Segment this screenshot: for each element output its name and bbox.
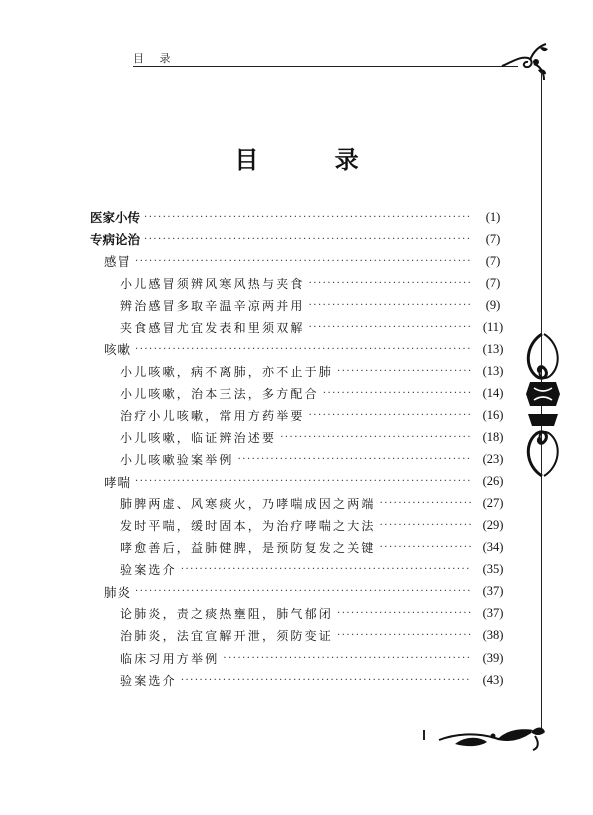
toc-page-number: (11) [482,319,504,334]
toc-entry-title: 哮喘 [104,474,132,490]
toc-page-number: (9) [485,297,501,312]
toc-entry [104,471,511,493]
toc-entry [120,515,511,537]
toc-entry-title: 发时平喘，缓时固本，为治疗哮喘之大法 [120,519,376,534]
toc-dot-leader [323,388,471,399]
toc-page-number: (13) [482,341,504,356]
toc-page-number: (23) [482,452,504,467]
toc-entry [120,669,511,691]
toc-page-number: (7) [485,275,501,290]
toc-entry-title: 辨治感冒多取辛温辛凉两并用 [120,298,305,313]
toc-dot-leader [135,256,471,267]
toc-entry-title: 小儿咳嗽，治本三法，多方配合 [120,386,319,401]
toc-entry [120,449,511,471]
page-tick-mark [423,730,425,740]
corner-flourish-top [500,40,550,84]
toc-dot-leader [223,653,471,664]
toc-dot-leader [280,432,471,443]
toc-entry-title: 肺脾两虚、风寒痰火，乃哮喘成因之两端 [120,497,376,512]
page-title: 目 录 [234,145,393,174]
toc-dot-leader [309,300,471,311]
toc-page-number: (18) [482,430,504,444]
toc-page-number: (14) [482,385,504,400]
toc-entry [104,250,511,272]
toc-entry [120,382,511,404]
toc-dot-leader [380,520,471,531]
toc-page-number: (16) [482,407,504,422]
corner-flourish-bottom [435,722,547,752]
toc-dot-leader [380,498,471,509]
toc-entry-title: 医家小传 [90,210,141,225]
toc-dot-leader [309,278,471,289]
toc-entry-title: 论肺炎，责之痰热壅阻，肺气郁闭 [120,607,334,622]
toc-dot-leader [135,586,471,597]
toc-page-number: (37) [482,584,504,599]
toc-page-number: (35) [482,562,504,577]
toc-dot-leader [309,322,471,333]
toc-entry-title: 小儿咳嗽验案举例 [120,453,234,468]
toc-dot-leader [135,476,471,487]
toc-entry-title: 夹食感冒尤宜发表和里须双解 [120,320,305,335]
toc-dot-leader [238,454,471,465]
toc-entry [90,228,511,250]
toc-entry-title: 感冒 [104,254,132,270]
toc-page-number: (27) [482,496,504,511]
toc-page-number: (26) [482,474,504,489]
toc-page-number: (1) [485,209,501,224]
toc-entry-title: 咳嗽 [104,342,132,358]
toc-page-number: (13) [482,363,504,378]
toc-entry [120,427,511,449]
toc-page-number: (34) [482,540,504,555]
toc-dot-leader [181,675,471,686]
toc-dot-leader [144,212,471,223]
toc-entry-title: 哮愈善后，益肺健脾，是预防复发之关键 [120,541,376,556]
toc-entry-title: 治肺炎，法宜宣解开泄，须防变证 [120,629,334,644]
toc-entry [104,338,511,360]
toc-entry-title: 小儿咳嗽，病不离肺，亦不止于肺 [120,364,334,379]
toc-entry [120,647,511,669]
toc-entry [120,493,511,515]
toc-entry [120,404,511,426]
toc-entry-title: 临床习用方举例 [120,651,220,666]
toc-entry-title: 专病论治 [90,232,141,248]
toc-dot-leader [135,344,471,355]
toc-entry [120,316,511,338]
toc-dot-leader [144,234,471,245]
toc-entry [120,272,511,294]
toc-entry-title: 验案选介 [120,563,177,578]
toc-entry [120,625,511,647]
toc-entry-title: 小儿咳嗽，临证辨治述要 [120,431,277,445]
toc-dot-leader [337,366,471,377]
toc-entry [120,559,511,581]
toc-entry-title: 肺炎 [104,584,132,600]
toc-entry [120,603,511,625]
toc-page-number: (39) [482,650,504,665]
toc-page-number: (29) [482,518,504,533]
toc-page-number: (43) [482,672,504,687]
toc-dot-leader [337,608,471,619]
toc-entry [120,294,511,316]
toc-entry [120,537,511,559]
running-head: 目 录 [133,52,177,65]
toc-page-number: (37) [482,606,504,621]
toc-entry-title: 治疗小儿咳嗽，常用方药举要 [120,408,305,423]
toc-page-number: (38) [482,628,504,643]
toc-page-number: (7) [485,231,501,246]
toc-page-number: (7) [485,253,501,268]
toc-entry-title: 验案选介 [120,673,177,688]
toc-dot-leader [309,410,471,421]
toc-entry-title: 小儿感冒须辨风寒风热与夹食 [120,276,305,291]
toc-entry [120,360,511,382]
toc-dot-leader [380,542,471,553]
toc-dot-leader [337,630,471,641]
side-flourish-ornament [520,330,566,480]
toc-entry [104,581,511,603]
toc-dot-leader [181,564,471,575]
toc-entry [90,206,511,228]
header-rule [133,66,518,67]
